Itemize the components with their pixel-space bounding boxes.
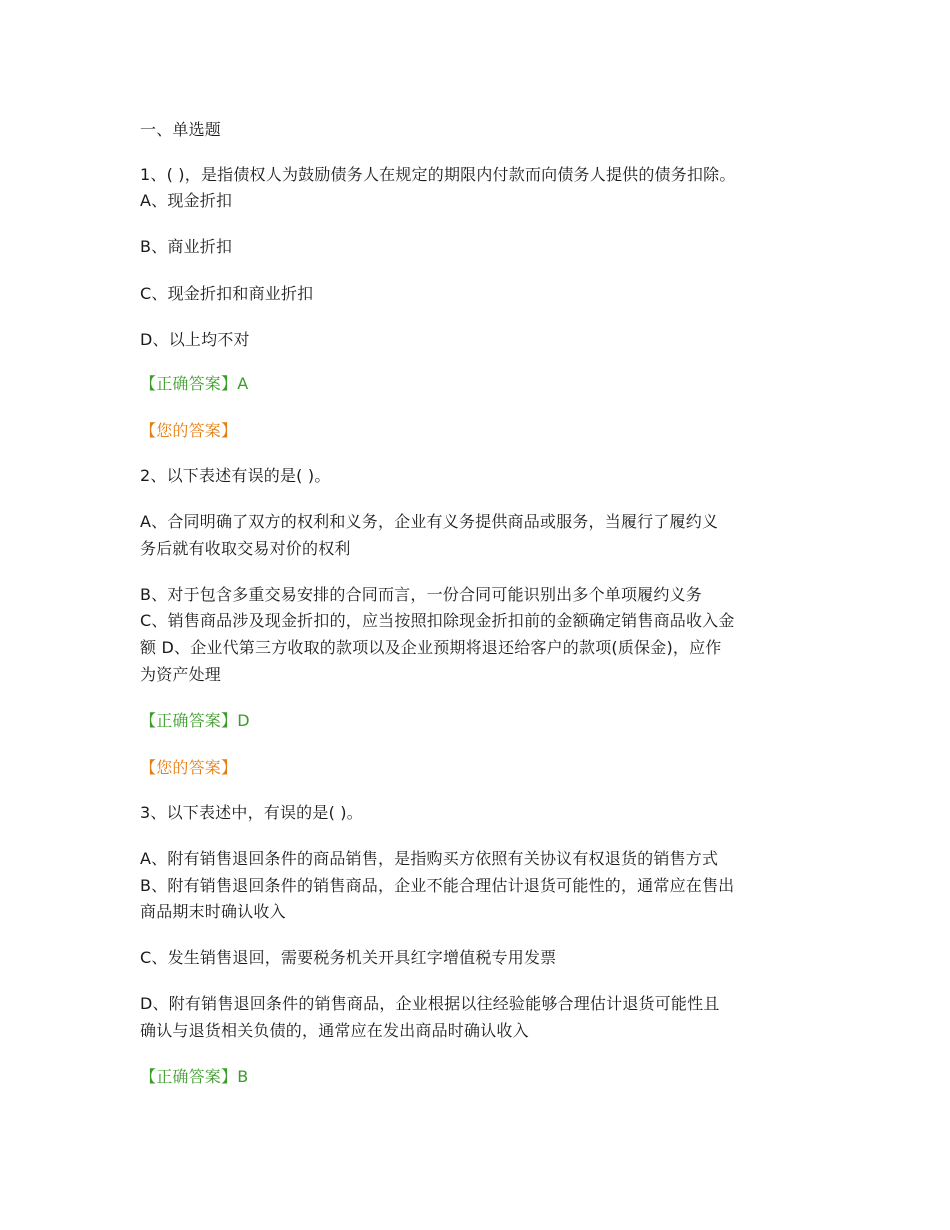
question-2-stem: 2、以下表述有误的是( )。 [140,466,331,485]
question-3-text-line: A、附有销售退回条件的商品销售，是指购买方依照有关协议有权退货的销售方式 [140,849,719,868]
question-1-stem: 1、( )，是指债权人为鼓励债务人在规定的期限内付款而向债务人提供的债务扣除。 [140,165,736,184]
question-1-correct-answer: 【正确答案】A [140,374,249,393]
question-2-text-line: 务后就有收取交易对价的权利 [140,539,351,558]
section-title: 一、单选题 [140,120,222,139]
question-2-text-line: B、对于包含多重交易安排的合同而言，一份合同可能识别出多个单项履约义务 [140,585,702,604]
question-2-correct-answer: 【正确答案】D [140,711,250,730]
question-2-text-line: A、合同明确了双方的权利和义务，企业有义务提供商品或服务，当履行了履约义 [140,512,719,531]
question-1-your-answer: 【您的答案】 [140,421,238,440]
question-3-stem: 3、以下表述中，有误的是( )。 [140,803,363,822]
question-1-option-b: B、商业折扣 [140,237,233,256]
question-2-text-line: 为资产处理 [140,665,222,684]
question-3-correct-answer: 【正确答案】B [140,1067,249,1086]
question-1-option-c: C、现金折扣和商业折扣 [140,284,314,303]
question-2-text-line: C、销售商品涉及现金折扣的，应当按照扣除现金折扣前的金额确定销售商品收入金 [140,611,735,630]
question-2-your-answer: 【您的答案】 [140,758,238,777]
question-1-option-a: A、现金折扣 [140,191,233,210]
question-3-text-line: B、附有销售退回条件的销售商品，企业不能合理估计退货可能性的，通常应在售出 [140,876,735,895]
question-3-text-line: C、发生销售退回，需要税务机关开具红字增值税专用发票 [140,948,557,967]
question-3-text-line: 商品期末时确认收入 [140,902,286,921]
question-2-text-line: 额 D、企业代第三方收取的款项以及企业预期将退还给客户的款项(质保金)，应作 [140,638,722,657]
question-3-text-line: D、附有销售退回条件的销售商品，企业根据以往经验能够合理估计退货可能性且 [140,994,720,1013]
question-3-text-line: 确认与退货相关负债的，通常应在发出商品时确认收入 [140,1021,529,1040]
question-1-option-d: D、以上均不对 [140,330,250,349]
